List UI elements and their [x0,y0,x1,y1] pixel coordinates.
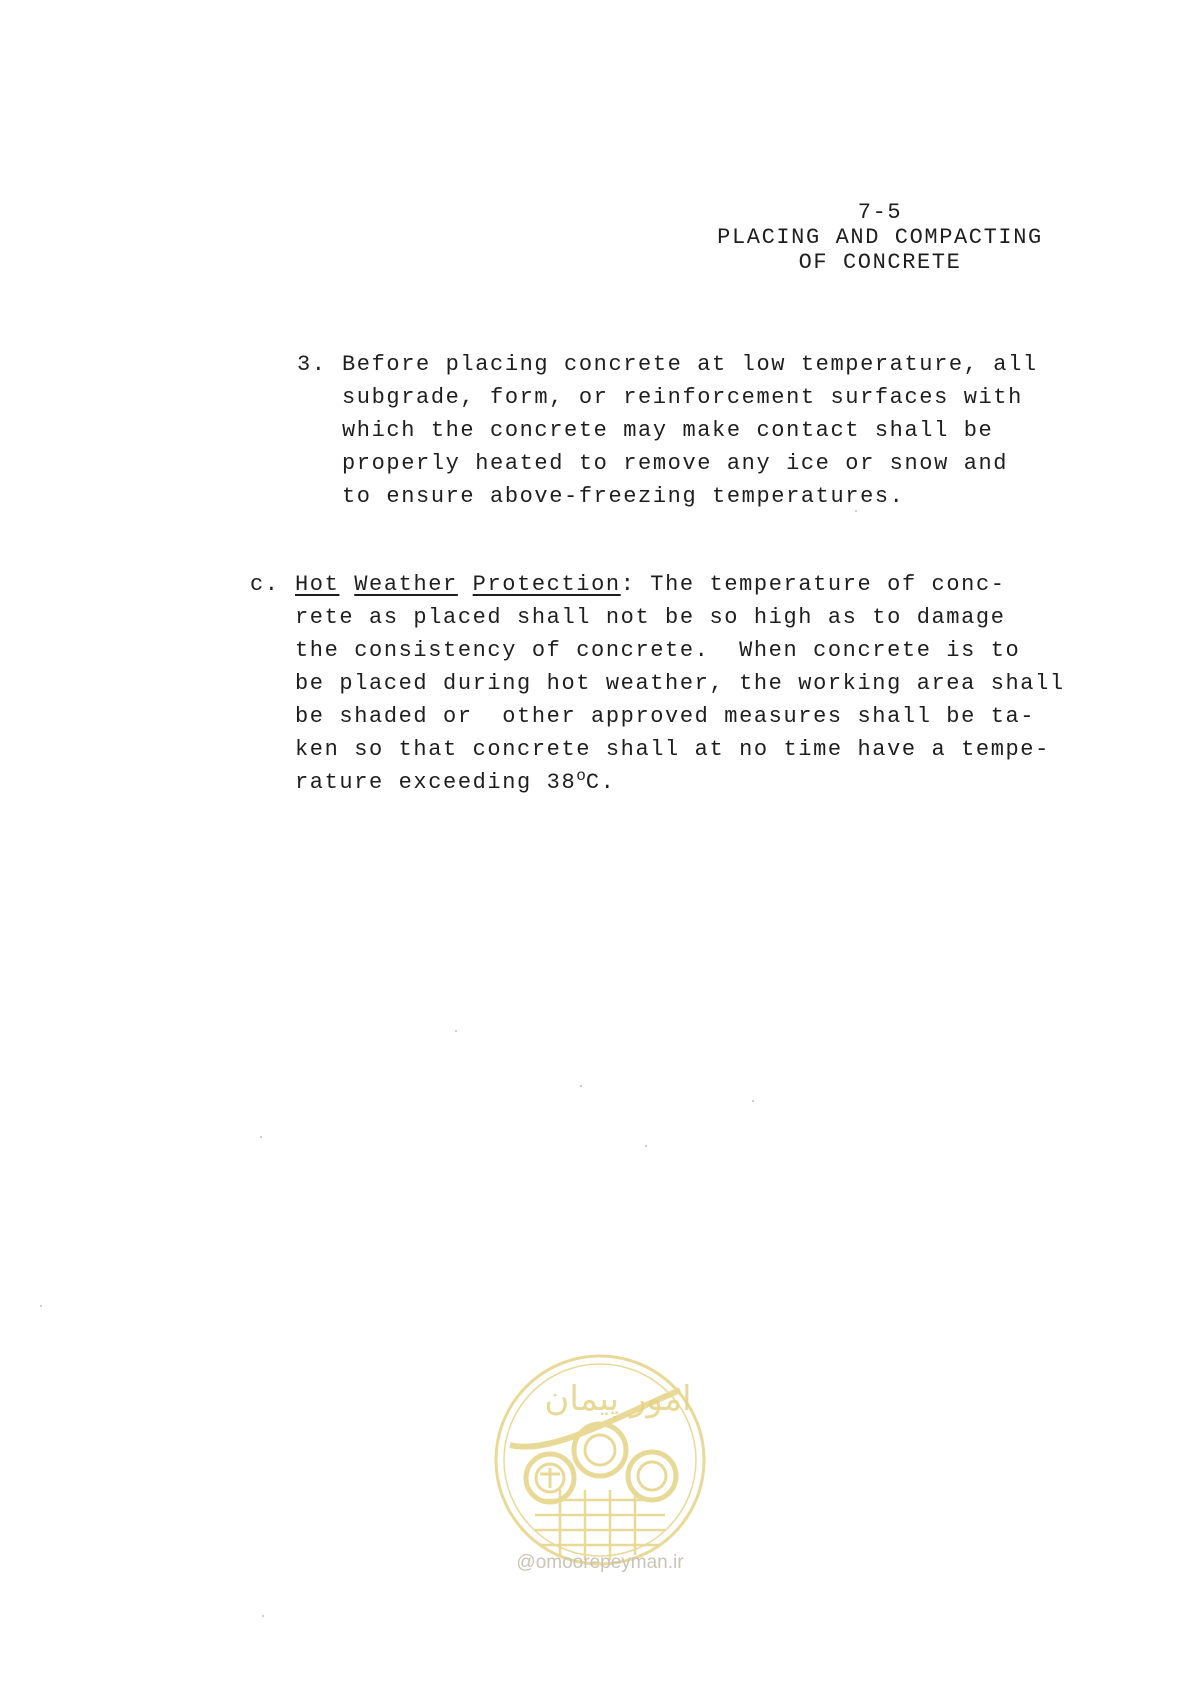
scan-speck [645,1145,647,1147]
paragraph-line [295,572,1006,597]
scan-speck [855,510,857,512]
scan-speck [580,1085,582,1087]
paragraph-line: be shaded or other approved measures shall be ta- [295,704,1036,729]
heading-word: Protection [472,572,621,597]
section-number: 7-5 [857,200,903,225]
watermark-caption: @omoorepeyman.ir [516,1552,684,1573]
paragraph-line: be placed during hot weather, the working area shall [295,671,1065,696]
watermark-brand-text: امور پیمان [544,1379,692,1419]
scan-speck [752,1100,754,1102]
heading-line-rest: : The temperature of conc- [620,572,1006,597]
paragraph-line: to ensure above-freezing temperatures. [342,484,905,509]
heading-word: Hot [295,572,340,597]
section-title-line1: PLACING AND COMPACTING [717,225,1043,250]
paragraph-line: properly heated to remove any ice or snow and [342,451,1009,476]
item-letter: c. [250,572,280,597]
paragraph-line: which the concrete may make contact shall be [342,418,994,443]
scan-speck [455,1030,457,1032]
paragraph-line: subgrade, form, or reinforcement surfaces with [342,385,1023,410]
section-title-line2: OF CONCRETE [798,250,962,275]
scan-speck [262,1615,264,1617]
scan-speck [260,1136,262,1138]
heading-word: Weather [354,572,458,597]
degree-sign: o [576,767,586,785]
item-number: 3. [297,352,327,377]
page-header [700,200,1060,275]
paragraph-line: ken so that concrete shall at no time have a tempe- [295,737,1050,762]
paragraph-line: rete as placed shall not be so high as to damage [295,605,1006,630]
paragraph-line: Before placing concrete at low temperature, all [342,352,1038,377]
paragraph-line: rature exceeding 38$^o$C. [295,767,616,795]
paragraph-line: the consistency of concrete. When concrete is to [295,638,1021,663]
scan-speck [40,1305,42,1307]
watermark-logo [490,1350,710,1570]
